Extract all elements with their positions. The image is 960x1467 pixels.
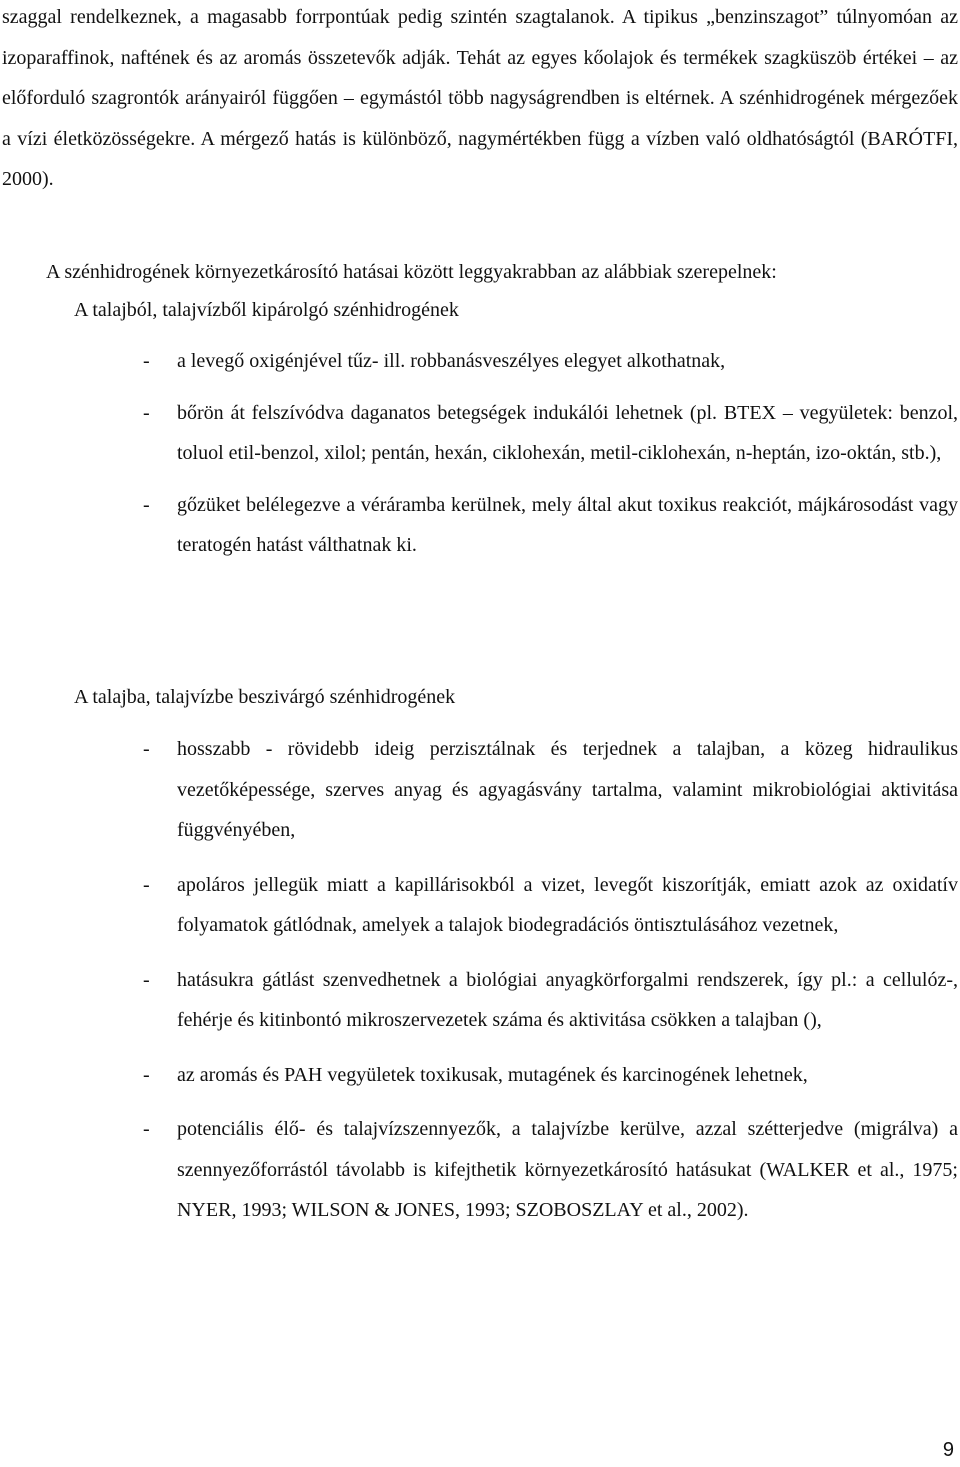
- list-dash: -: [143, 1118, 150, 1140]
- list-dash: -: [143, 401, 150, 424]
- list-item-text: bőrön át felszívódva daganatos betegségek indukálói lehetnek (pl. BTEX – vegyületek: benzol, toluol etil-benzol, xilol; pentán, hexán, ciklohexán, metil-ciklohexán, n-heptán, izo-oktán, stb.),: [177, 401, 958, 464]
- seeping-heading: A talajba, talajvízbe beszivárgó szénhidrogének: [74, 686, 456, 708]
- section-intro-line: A szénhidrogének környezetkárosító hatásai között leggyakrabban az alábbiak szerepelnek:: [46, 261, 777, 283]
- list-dash: -: [143, 738, 150, 760]
- list-item-text: hosszabb - rövidebb ideig perzisztálnak és terjednek a talajban, a közeg hidraulikus vezetőképessége, szerves anyag és agyagásvány tartalma, valamint mikrobiológiai aktivitása függvényében,: [177, 738, 958, 841]
- list-item-text: a levegő oxigénjével tűz- ill. robbanásveszélyes elegyet alkothatnak,: [177, 350, 726, 372]
- list-item: [0, 1055, 960, 1096]
- intro-paragraph: szaggal rendelkeznek, a magasabb forrpontúak pedig szintén szagtalanok. A tipikus „benzinszagot” túlnyomóan az izoparaffinok, naftének és az aromás összetevők adják. Tehát az egyes kőolajok és termékek szagküszöb értékei – az előforduló szagrontók arányairól függően – egymástól több nagyságrendben is eltérnek. A szénhidrogének mérgezőek a vízi életközösségekre. A mérgező hatás is különböző, nagymértékben függ a vízben való oldhatóságtól (BARÓTFI, 2000).: [2, 6, 958, 190]
- list-item-text: potenciális élő- és talajvízszennyezők, a talajvízbe kerülve, azzal szétterjedve (migrálva) a szennyezőforrástól távolabb is kifejthetik környezetkárosító hatásukat (WALKER et al., 1975; NYER, 1993; WILSON & JONES, 1993; SZOBOSZLAY et al., 2002).: [177, 1118, 958, 1221]
- list-item: [0, 393, 960, 474]
- list-dash: -: [143, 873, 150, 896]
- list-item: [0, 729, 960, 851]
- list-item-text: gőzüket belélegezve a véráramba kerülnek, mely által akut toxikus reakciót, májkárosodást vagy teratogén hatást válthatnak ki.: [177, 493, 958, 556]
- list-item: [0, 865, 960, 946]
- list-dash: -: [143, 493, 150, 516]
- list-item: [0, 341, 960, 382]
- list-item-text: az aromás és PAH vegyületek toxikusak, mutagének és karcinogének lehetnek,: [177, 1063, 808, 1086]
- list-dash: -: [143, 350, 150, 372]
- list-item: [0, 960, 960, 1041]
- seeping-list: [0, 729, 960, 1231]
- list-item: [0, 485, 960, 566]
- list-dash: -: [143, 968, 150, 991]
- list-item-text: hatásukra gátlást szenvedhetnek a biológiai anyagkörforgalmi rendszerek, így pl.: a cellulóz-, fehérje és kitinbontó mikroszervezetek száma és aktivitása csökken a talajban (),: [177, 968, 958, 1031]
- list-item: [0, 1109, 960, 1231]
- evaporating-list: [0, 341, 960, 566]
- list-dash: -: [143, 1063, 150, 1086]
- evaporating-heading: A talajból, talajvízből kipárolgó szénhidrogének: [74, 299, 459, 321]
- page-number: 9: [942, 1439, 954, 1461]
- list-item-text: apoláros jellegük miatt a kapillárisokból a vizet, levegőt kiszorítják, emiatt azok az oxidatív folyamatok gátlódnak, amelyek a talajok biodegradációs öntisztulásához vezetnek,: [177, 873, 958, 936]
